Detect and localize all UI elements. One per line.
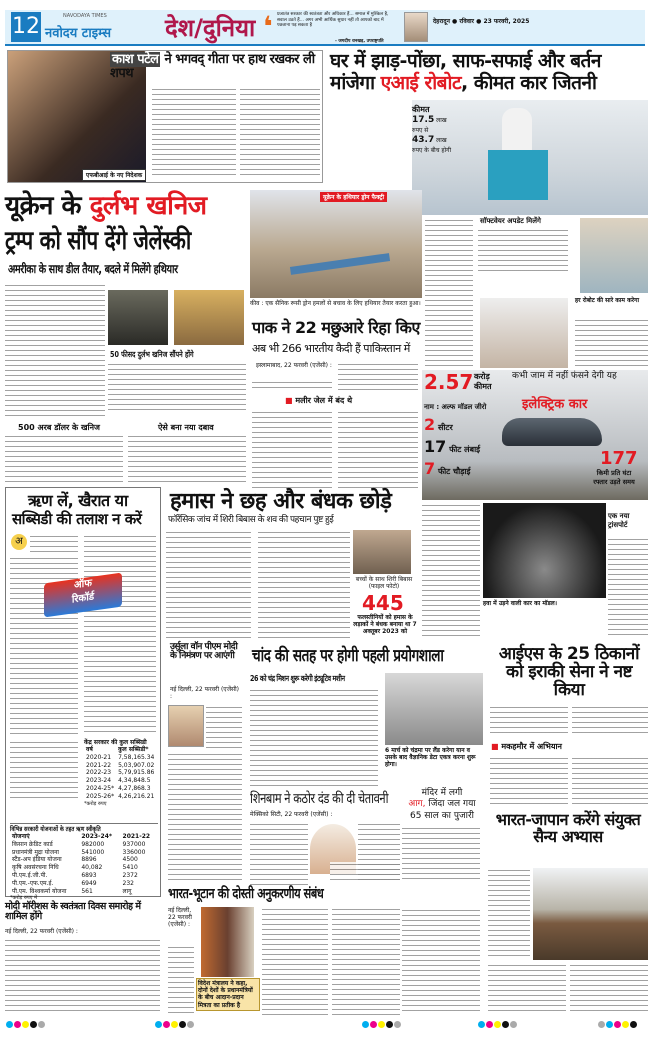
cell: 982000 [81, 840, 105, 848]
table-row [10, 864, 158, 872]
body-text [5, 938, 160, 1014]
quote-author: - जगदीप धनखड़, उपराष्ट्रपति [335, 39, 384, 44]
hl-part: , कीमत कार जितनी [461, 72, 597, 94]
cell: प्रधानमंत्री मुद्रा योजना [12, 848, 59, 856]
body-text [250, 688, 378, 786]
body-text [128, 434, 246, 482]
opinion-box [5, 487, 161, 902]
cell: 4500 [122, 856, 138, 864]
car-speed-label [582, 468, 646, 486]
price-value: 43.7 [412, 134, 435, 145]
cell: पी.एम.-एफ.एम.ई. [12, 879, 54, 887]
body-text [10, 740, 78, 800]
cell: 232 [122, 879, 134, 887]
pak-deck: अब भी 266 भारतीय कैदी हैं पाकिस्तान में [252, 342, 410, 355]
body-text [206, 705, 242, 750]
sub-text: मलीर जेल में बंद थे [295, 396, 353, 405]
ukraine-deck: अमरीका के साथ डील तैयार, बदले में मिलेंगे हथियार [8, 262, 178, 276]
car-speed: 177 [600, 448, 638, 469]
pak-headline: पाक ने 22 मछुआरे रिहा किए [252, 318, 420, 337]
table-note: *करोड़ रुपए में [10, 895, 38, 902]
table-row [84, 785, 156, 793]
car-width [424, 459, 470, 478]
body-text [488, 963, 566, 1015]
table-row [10, 872, 158, 880]
drone [290, 253, 390, 275]
shiri-bibas-photo [353, 530, 411, 574]
car-sub: एक नया ट्रांसपोर्ट [608, 512, 630, 529]
cell: 7,58,165.34 [118, 753, 155, 761]
hl-red: दुर्लभ खनिज [89, 191, 207, 221]
robot-sub-1: सॉफ्टवेयर अपडेट मिलेंगे [480, 217, 541, 225]
bhutan-photo-caption: विदेश मंत्रालय ने कहा, दोनों देशों के प्रधानमंत्रियों के बीच आदान-प्रदान मित्रता का प्रतीक है [196, 978, 260, 1011]
cell: 5410 [122, 864, 138, 872]
author-photo [404, 12, 428, 42]
pak-dateline: इस्लामाबाद, 22 फरवरी (एजेंसी) : [256, 362, 332, 369]
th: 2021-22 [122, 833, 151, 840]
hl-part: यूक्रेन के [5, 191, 81, 221]
cell: 6893 [81, 871, 97, 879]
price-unit: लाख रुपए से [412, 117, 447, 135]
cell: 4,26,216.21 [118, 792, 155, 800]
body-text [240, 87, 320, 179]
cell: 2372 [122, 871, 138, 879]
cell: 5,03,907.02 [118, 761, 155, 769]
temple-headline [402, 788, 482, 822]
car-price-unit [474, 372, 492, 391]
drone-caption: कीव : एक सैनिक रूसी ड्रोन हमलों से बचाव के लिए हथियार तैयार करता हुआ। [250, 300, 421, 307]
moon-deck: 26 को चंद्र मिशन शुरू करेगी इंट्यूटिव मशीन [250, 674, 345, 683]
stat-label: फीट लंबाई [449, 445, 481, 454]
body-text [575, 318, 648, 368]
cell: 6949 [81, 879, 97, 887]
hamas-headline: हमास ने छह और बंधक छोड़े [170, 489, 392, 514]
body-text [490, 756, 568, 808]
body-text [84, 534, 156, 734]
loan-headline-1: ऋण लें, खैरात या [28, 491, 128, 510]
th: वर्ष [86, 746, 93, 753]
hamas-photo-caption: बच्चों के साथ शिरी बिबास (फाइल फोटो) [355, 576, 413, 591]
body-text [152, 87, 236, 179]
table-row [84, 762, 156, 770]
table-header [10, 833, 158, 841]
bhutan-headline: भारत-भूटान की दोस्ती अनुकरणीय संबंध [168, 886, 324, 902]
mauritius-headline: मोदी मॉरीशस के स्वतंत्रता दिवस समारोह में शामिल होंगे [5, 901, 141, 922]
stat-value: 2 [424, 415, 436, 434]
body-text [252, 380, 332, 392]
cell: 2023-24 [86, 777, 112, 785]
trump-photo [174, 290, 244, 345]
color-dots [598, 1021, 638, 1028]
table-row [10, 880, 158, 888]
body-text [570, 963, 648, 1015]
price-1 [412, 115, 457, 134]
cell: 2025-26* [86, 792, 115, 800]
scheme-table [10, 823, 158, 901]
body-text [402, 908, 480, 1015]
body-text [30, 534, 78, 554]
body-text [258, 530, 350, 638]
section-title: देश/दुनिया [165, 14, 256, 42]
price-box [412, 105, 457, 154]
robot-kitchen-photo [480, 298, 568, 368]
cell: स्टैंड-अप इंडिया योजना [12, 856, 62, 864]
zelensky-photo [108, 290, 168, 345]
hl-line: मंदिर में लगी [421, 788, 463, 798]
car-tagline: कभी जाम में नहीं फंसने देगी यह [512, 371, 617, 381]
cell: 2022-23 [86, 769, 112, 777]
cell: पी.एम.ई.जी.पी. [12, 871, 48, 879]
price-2 [412, 135, 457, 154]
moon-photo-caption: 6 मार्च को चंद्रमा पर लैंड करेगा यान व उसके बाद वैज्ञानिक डेटा एकत्र करना शुरू होगा। [385, 747, 476, 769]
square-bullet-icon: ■ [285, 396, 293, 405]
ursula-photo [168, 705, 204, 747]
ukraine-headline-1 [5, 193, 207, 220]
th: 2023-24* [81, 833, 113, 840]
masthead [5, 10, 645, 46]
car-photo [483, 503, 606, 598]
body-text [5, 434, 123, 482]
ukraine-sub-1: 50 फीसद दुर्लभ खनिज सौंपने होंगे [110, 350, 194, 359]
robot-headline-2 [330, 74, 596, 94]
th: कुल सब्सिडी* [118, 746, 149, 753]
page-number: 12 [11, 12, 41, 42]
ukraine-sub-3: ऐसे बना नया दबाव [158, 423, 214, 432]
towel [488, 150, 548, 200]
isis-sub [490, 740, 563, 753]
car-name: नाम : अल्फ मॉडल जीरो [424, 403, 487, 411]
drone-factory-photo [250, 190, 422, 298]
cell: कृषि अवसंरचना निधि [12, 864, 59, 872]
table-row [84, 769, 156, 777]
body-text [338, 410, 418, 490]
hl-red: आग, [408, 799, 426, 810]
city: देहरादून [433, 18, 450, 25]
dateline-header: देहरादून ● रविवार ● 23 फरवरी, 2025 [433, 18, 530, 25]
body-text [262, 907, 328, 1015]
ursula-dateline: नई दिल्ली, 22 फरवरी (एजेंसी) : [170, 686, 240, 701]
loan-headline-2: सब्सिडी की तलाश न करें [12, 510, 142, 528]
body-text [338, 362, 418, 392]
cell: 2020-21 [86, 753, 112, 761]
body-text [572, 756, 648, 808]
body-text [608, 537, 648, 635]
body-text [425, 218, 473, 368]
body-text [490, 705, 568, 737]
dropcap: अ [11, 534, 27, 550]
hamas-stat-caption: फलस्तीनियों को हमास के लड़ाकों ने बंधक बनाया था 7 अक्तूबर 2023 को [353, 614, 417, 636]
body-text [108, 362, 246, 414]
scheme-data [10, 833, 158, 895]
cell: किसान क्रेडिट कार्ड [12, 840, 53, 848]
body-text [572, 705, 648, 737]
cell: 937000 [122, 840, 146, 848]
body-text [422, 503, 480, 638]
stat-value: 17 [424, 437, 447, 456]
hamas-stat: 445 [362, 591, 404, 615]
paper-name: नवोदय टाइम्स [45, 26, 112, 41]
badge-line: ऑफ [74, 577, 92, 592]
car-price: 2.57 [424, 370, 474, 394]
military-exercise-photo [533, 868, 648, 960]
table-row [10, 841, 158, 849]
robot-sub-2: हर रोबोट की सारे काम करेगा [575, 297, 640, 304]
robot-headline-1: घर में झाड़-पोंछा, साफ-सफाई और बर्तन [330, 50, 601, 72]
cell: 336000 [122, 848, 146, 856]
badge-line: रिकॉर्ड [71, 591, 95, 606]
stat-label: सीटर [437, 423, 453, 432]
hl-part: मांजेगा [330, 72, 375, 94]
drone-label: यूक्रेन के हथियार ड्रोन फैक्ट्री [320, 192, 387, 202]
body-text [478, 228, 568, 273]
table-row [84, 777, 156, 785]
ukraine-sub-2: 500 अरब डॉलर के खनिज [18, 423, 100, 432]
cell: 8896 [81, 856, 97, 864]
sheinbaum-dateline: मेक्सिको सिटी, 22 फरवरी (एजेंसी) : [250, 811, 333, 818]
price-label: कीमत [412, 105, 430, 114]
ukraine-headline-2: ट्रम्प को सौंप देंगे जेलेंस्की [5, 226, 191, 256]
color-dots [478, 1021, 518, 1028]
body-text [5, 283, 105, 419]
unit: कीमत [474, 381, 492, 391]
day: रविवार [459, 18, 475, 25]
cell: लागू [122, 887, 132, 895]
hl-part: जिंदा जल गया [428, 799, 476, 810]
cell: 4,34,848.5 [118, 777, 151, 785]
color-dots [155, 1021, 195, 1028]
mauritius-dateline: नई दिल्ली, 22 फरवरी (एजेंसी) : [5, 928, 78, 935]
hl-line [402, 799, 482, 810]
sheinbaum-headline: शिनबाम ने कठोर दंड की दी चेतावनी [250, 791, 389, 807]
car-caption: हवा में उड़ने वाली कार का मॉडल। [483, 600, 558, 607]
cell: 4,27,868.3 [118, 784, 151, 792]
sub-text: मकहमौर में अभियान [501, 742, 562, 751]
subsidy-table [84, 738, 158, 807]
label: रफ्तार उड़ते समय [593, 478, 635, 486]
paper-tagline: NAVODAYA TIMES [63, 13, 107, 19]
subsidy-data [84, 746, 156, 801]
cell: 2024-25* [86, 784, 115, 792]
moon-lab-photo [385, 673, 483, 745]
label: किमी प्रति घंटा [596, 469, 632, 477]
isis-headline: आईएस के 25 ठिकानों को इराकी सेना ने नष्ट किया [498, 644, 640, 700]
table-row [84, 793, 156, 801]
body-text [332, 907, 400, 1015]
body-text [250, 822, 308, 886]
table-header [84, 746, 156, 754]
photo-caption: एफबीआई के नए निदेशक [82, 169, 146, 181]
bhutan-dateline: नई दिल्ली, 22 फरवरी (एजेंसी) : [168, 907, 192, 929]
car-seats [424, 415, 453, 434]
quote-text: प्रजातंत्र सरकार की स्वतंत्रता और अधिकार हैं... समाज में मुश्किल है, सवाल उठते हैं... अगर अभी आर्थिक सुधार नहीं तो आपको बाद में पछताना पड़ सकता है [277, 12, 389, 29]
ursula-headline: उर्सुला वॉन पीएम मोदी के निमंत्रण पर आएंगी [170, 642, 238, 662]
pak-sub [285, 395, 352, 406]
color-registration-bar [0, 1021, 650, 1031]
car-tagline-red: इलेक्ट्रिक कार [522, 397, 588, 412]
quote-icon: ❛ [263, 10, 273, 43]
cell: पी.एम. विश्वकर्मा योजना [12, 887, 67, 895]
flying-car [502, 418, 602, 446]
table-title: विभिन्न सरकारी योजनाओं के तहत ऋण स्वीकृति [10, 825, 101, 833]
headline-highlight: काश पटेल [112, 52, 159, 67]
unit: करोड़ [474, 372, 490, 381]
color-dots [6, 1021, 46, 1028]
cell: 541000 [81, 848, 105, 856]
hl-line: 65 साल का पुजारी [410, 810, 474, 821]
car-length [424, 437, 480, 456]
cell: 5,79,915.86 [118, 769, 155, 777]
bhutan-modi-photo [201, 907, 254, 977]
body-text [168, 945, 194, 1015]
body-text [252, 410, 332, 490]
body-text [402, 826, 480, 882]
table-title: केंद्र सरकार की कुल सब्सिडी [84, 739, 147, 746]
hamas-deck: फॉरेंसिक जांच में शिरी बिबास के शव की पहचान पुष्ट हुई [168, 515, 334, 525]
headline-text: ने भगवद् गीता पर हाथ रखकर ली शपथ [110, 52, 315, 81]
japan-headline: भारत-जापान करेंगे संयुक्त सैन्य अभ्यास [495, 810, 641, 846]
body-text [166, 530, 251, 638]
table-row [84, 754, 156, 762]
stat-label: फीट चौड़ाई [437, 467, 471, 476]
th: योजनाएं [12, 833, 30, 840]
body-text [488, 868, 530, 960]
cell: 40,082 [81, 864, 103, 872]
body-text [330, 862, 400, 884]
table-note: *करोड़ रुपए [84, 800, 107, 807]
car-infographic [422, 370, 648, 500]
cell: 561 [81, 887, 93, 895]
robot-bathroom-photo [580, 218, 648, 293]
moon-headline: चांद की सतह पर होगी पहली प्रयोगशाला [252, 646, 444, 666]
hl-red: एआई रोबोट [380, 72, 462, 94]
headline [110, 53, 320, 80]
square-bullet-icon: ■ [491, 742, 499, 751]
date: 23 फरवरी, 2025 [483, 18, 530, 25]
color-dots [362, 1021, 402, 1028]
cell: 2021-22 [86, 761, 112, 769]
stat-value: 7 [424, 459, 436, 478]
price-unit: लाख रुपए के बीच होगी [412, 136, 452, 154]
story-kash-patel [7, 50, 323, 183]
body-text [168, 752, 242, 882]
price-value: 17.5 [412, 115, 435, 126]
